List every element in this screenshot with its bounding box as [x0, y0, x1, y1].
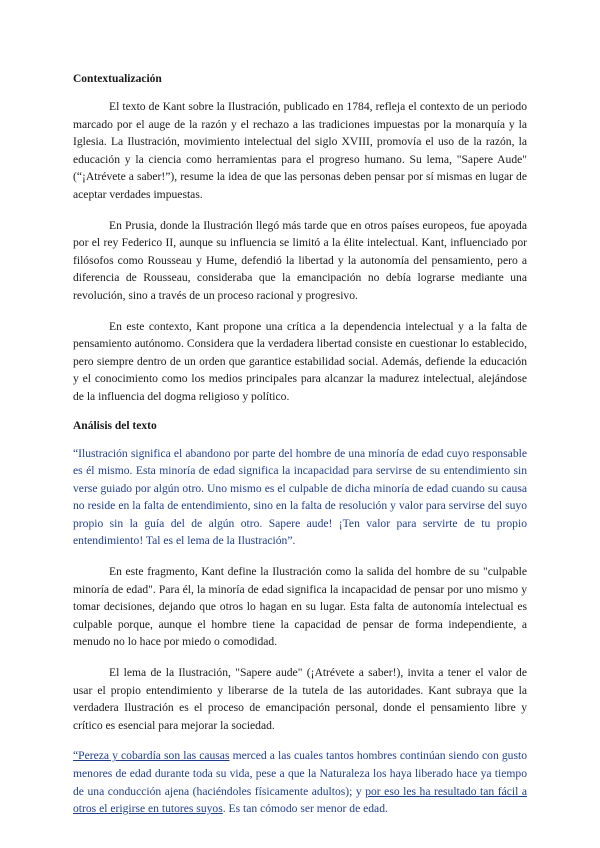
quote-underlined-tutors: por eso les ha resultado tan fácil a otros el erigirse en tutores suyos	[73, 784, 528, 816]
section-heading-contextualizacion: Contextualización	[73, 73, 162, 85]
quote-kant-1: “Ilustración significa el abandono por parte del hombre de una minoría de edad cuyo responsable es él mismo. Esta minoría de edad significa la incapacidad para servirse de su entendimiento sin verse guiado por algún otro. Uno mismo es el culpable de dicha minoría de edad cuando su causa no reside en la falta de entendimiento, sino en la falta de resolución y valor para servirse del suyo propio sin la guía del de algún otro. Sapere aude! ¡Ten valor para servirte de tu propio entendimiento! Tal es el lema de la Ilustración”.	[73, 446, 527, 548]
paragraph-analysis-1: En este fragmento, Kant define la Ilustración como la salida del hombre de su "culpable minoría de edad". Para él, la minoría de edad significa la incapacidad de pensar por uno mismo y tomar decisiones, dejando que otros lo hagan en su lugar. Esta falta de autonomía intelectual es culpable porque, aunque el hombre tiene la capacidad de pensar de forma independiente, a menudo no lo hace por miedo o comodidad.	[73, 565, 527, 649]
paragraph-analysis-2: El lema de la Ilustración, "Sapere aude" (¡Atrévete a saber!), invita a tener el valor de usar el propio entendimiento y liberarse de la tutela de las autoridades. Kant subraya que la verdadera Ilustración es el proceso de emancipación personal, donde el pensamiento libre y crítico es esencial para mejorar la sociedad.	[73, 666, 527, 732]
section-heading-analisis: Análisis del texto	[73, 419, 157, 432]
quote-text-end: . Es tan cómodo ser menor de edad.	[222, 802, 388, 816]
paragraph-context-2: En Prusia, donde la Ilustración llegó más tarde que en otros países europeos, fue apoyada por el rey Federico II, aunque su influencia se limitó a la élite intelectual. Kant, influenciado por filósofos como Rousseau y Hume, defendió la libertad y la autonomía del pensamiento, pero a diferencia de Rousseau, consideraba que la emancipación no debía lograrse mediante una revolución, sino a través de un proceso racional y progresivo.	[73, 218, 527, 302]
paragraph-context-1: El texto de Kant sobre la Ilustración, publicado en 1784, refleja el contexto de un periodo marcado por el auge de la razón y el rechazo a las tradiciones impuestas por la monarquía y la Iglesia. La Ilustración, movimiento intelectual del siglo XVIII, promovía el uso de la razón, la educación y la ciencia como herramientas para el progreso humano. Su lema, "Sapere Aude" (“¡Atrévete a saber!”), resume la idea de que las personas deben pensar por sí mismas en lugar de aceptar verdades impuestas.	[73, 100, 527, 201]
quote-text: merced a las cuales tantos hombres continúan siendo con gusto menores de edad durante toda su vida, pese a que la Naturaleza los haya liberado hace ya tiempo de una conducción ajena (haciéndoles físicamente adultos); y	[73, 749, 527, 798]
quote-underlined-causes: “Pereza y cobardía son las causas	[73, 749, 230, 763]
paragraph-context-3: En este contexto, Kant propone una crítica a la dependencia intelectual y a la falta de pensamiento autónomo. Considera que la verdadera libertad consiste en cuestionar lo establecido, pero siempre dentro de un orden que garantice estabilidad social. Además, defiende la educación y el conocimiento como los medios principales para alcanzar la madurez intelectual, alejándose de la influencia del dogma religioso y político.	[73, 319, 527, 403]
document-body	[73, 72, 527, 818]
quote-kant-2	[73, 747, 527, 817]
